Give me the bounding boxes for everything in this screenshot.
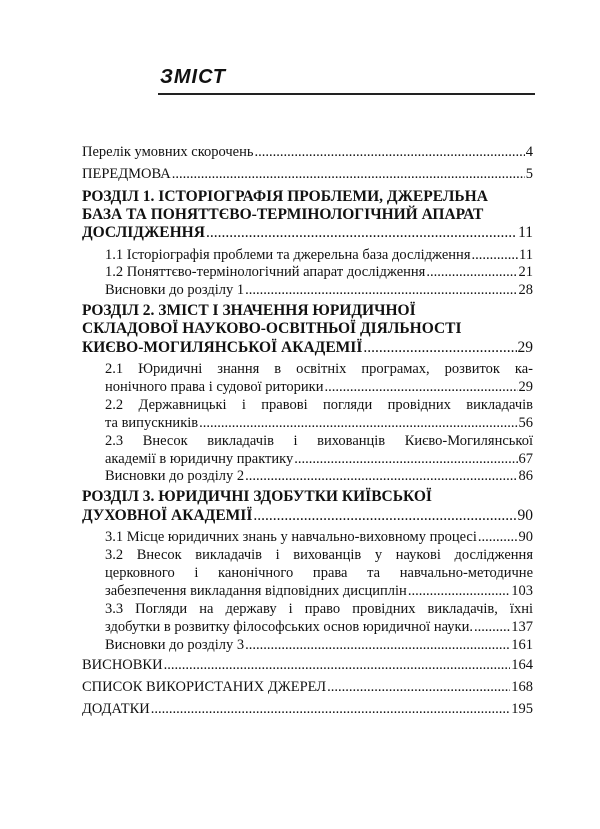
chapter-2-line-3[interactable]	[82, 339, 533, 357]
page-number: 168	[511, 679, 533, 695]
dot-leader	[474, 618, 510, 636]
entry-text: академії в юридичну практику	[105, 451, 294, 467]
entry-text: ВИСНОВКИ	[82, 657, 163, 673]
entry-text: КИЄВО-МОГИЛЯНСЬКОЇ АКАДЕМІЇ	[82, 339, 363, 356]
entry-text: Висновки до розділу 1	[105, 282, 245, 298]
entry-text: Висновки до розділу 3	[105, 637, 245, 653]
dot-leader	[363, 339, 516, 357]
entry-text: ДУХОВНОЇ АКАДЕМІЇ	[82, 507, 253, 524]
toc-entry-2-1-line-1[interactable]: 2.1 Юридичні знання в освітніх програмах, розвиток ка-	[105, 361, 533, 377]
page-number: 103	[511, 583, 533, 599]
page-number: 56	[518, 415, 533, 431]
page-number: 90	[518, 529, 533, 545]
entry-text: 1.1 Історіографія проблеми та джерельна база дослідження	[105, 247, 471, 263]
page-number: 67	[518, 451, 533, 467]
page-number: 86	[518, 468, 533, 484]
page-number: 28	[518, 282, 533, 298]
chapter-1-line-3[interactable]	[82, 224, 533, 242]
toc-entry-3-3-line-2[interactable]	[105, 618, 533, 636]
chapter-2-line-1[interactable]: РОЗДІЛ 2. ЗМІСТ І ЗНАЧЕННЯ ЮРИДИЧНОЇ	[82, 302, 416, 319]
toc-entry-sources[interactable]	[82, 678, 533, 696]
chapter-3-line-1[interactable]: РОЗДІЛ 3. ЮРИДИЧНІ ЗДОБУТКИ КИЇВСЬКОЇ	[82, 488, 432, 505]
toc-entry-2-1-line-2[interactable]	[105, 378, 533, 396]
dot-leader	[408, 582, 510, 600]
toc-entry-preface[interactable]	[82, 165, 533, 183]
toc-entry-3-2-line-2[interactable]: церковного і канонічного права та навчально-методичне	[105, 565, 533, 581]
chapter-2-line-2[interactable]: СКЛАДОВОЇ НАУКОВО-ОСВІТНЬОЇ ДІЯЛЬНОСТІ	[82, 320, 462, 337]
dot-leader	[294, 450, 517, 468]
title-underline	[158, 93, 535, 95]
page-number: 29	[518, 379, 533, 395]
dot-leader	[199, 414, 517, 432]
dot-leader	[206, 224, 517, 242]
entry-text: нонічного права і судової риторики	[105, 379, 324, 395]
page-number: 164	[511, 657, 533, 673]
entry-text: та випускників	[105, 415, 199, 431]
dot-leader	[151, 700, 511, 718]
page-number: 90	[517, 507, 533, 524]
page-number: 4	[525, 144, 533, 160]
page-number: 195	[511, 701, 533, 717]
page-number: 11	[519, 247, 533, 263]
entry-text: здобутки в розвитку філософських основ юридичної науки.	[105, 619, 473, 635]
toc-entry-conclusions-2[interactable]	[105, 467, 533, 485]
dot-leader	[478, 528, 518, 546]
toc-entry-1-2[interactable]	[105, 263, 533, 281]
dot-leader	[245, 636, 510, 654]
entry-text: ПЕРЕДМОВА	[82, 166, 171, 182]
toc-entry-3-2-line-3[interactable]	[105, 582, 533, 600]
page-number: 21	[518, 264, 533, 280]
entry-text: Висновки до розділу 2	[105, 468, 245, 484]
page-title: ЗМІСТ	[160, 66, 226, 88]
dot-leader	[254, 143, 524, 161]
page-number: 137	[511, 619, 533, 635]
page-number: 29	[517, 339, 533, 356]
dot-leader	[245, 467, 517, 485]
toc-entry-2-2-line-2[interactable]	[105, 414, 533, 432]
dot-leader	[324, 378, 517, 396]
dot-leader	[472, 246, 519, 264]
entry-text: ДОДАТКИ	[82, 701, 150, 717]
toc-entry-conclusions-3[interactable]	[105, 636, 533, 654]
dot-leader	[253, 507, 516, 525]
dot-leader	[172, 165, 525, 183]
toc-entry-2-3-line-2[interactable]	[105, 450, 533, 468]
dot-leader	[245, 281, 517, 299]
page-number: 11	[518, 224, 533, 241]
entry-text: СПИСОК ВИКОРИСТАНИХ ДЖЕРЕЛ	[82, 679, 327, 695]
dot-leader	[426, 263, 517, 281]
toc-entry-conclusions[interactable]	[82, 656, 533, 674]
page-number: 161	[511, 637, 533, 653]
toc-entry-3-3-line-1[interactable]: 3.3 Погляди на державу і право провідних викладачів, їхні	[105, 601, 533, 617]
toc-entry-3-1[interactable]	[105, 528, 533, 546]
entry-text: Перелік умовних скорочень	[82, 144, 254, 160]
chapter-1-line-2[interactable]: БАЗА ТА ПОНЯТТЄВО-ТЕРМІНОЛОГІЧНИЙ АПАРАТ	[82, 206, 484, 223]
toc-entry-appendices[interactable]	[82, 700, 533, 718]
entry-text: ДОСЛІДЖЕННЯ	[82, 224, 205, 241]
entry-text: забезпечення викладання відповідних дисциплін	[105, 583, 407, 599]
toc-entry-2-3-line-1[interactable]: 2.3 Внесок викладачів і вихованців Києво-Могилянської	[105, 433, 533, 449]
toc-entry-3-2-line-1[interactable]: 3.2 Внесок викладачів і вихованців у наукові дослідження	[105, 547, 533, 563]
entry-text: 3.1 Місце юридичних знань у навчально-виховному процесі	[105, 529, 477, 545]
toc-entry-1-1[interactable]	[105, 246, 533, 264]
toc-entry-conclusions-1[interactable]	[105, 281, 533, 299]
entry-text: 1.2 Поняттєво-термінологічний апарат дослідження	[105, 264, 426, 280]
toc-entry-abbreviations[interactable]	[82, 143, 533, 161]
toc-entry-2-2-line-1[interactable]: 2.2 Державницькі і правові погляди провідних викладачів	[105, 397, 533, 413]
page-number: 5	[525, 166, 533, 182]
dot-leader	[164, 656, 511, 674]
dot-leader	[327, 678, 510, 696]
chapter-3-line-2[interactable]	[82, 507, 533, 525]
chapter-1-line-1[interactable]: РОЗДІЛ 1. ІСТОРІОГРАФІЯ ПРОБЛЕМИ, ДЖЕРЕЛЬНА	[82, 188, 488, 205]
